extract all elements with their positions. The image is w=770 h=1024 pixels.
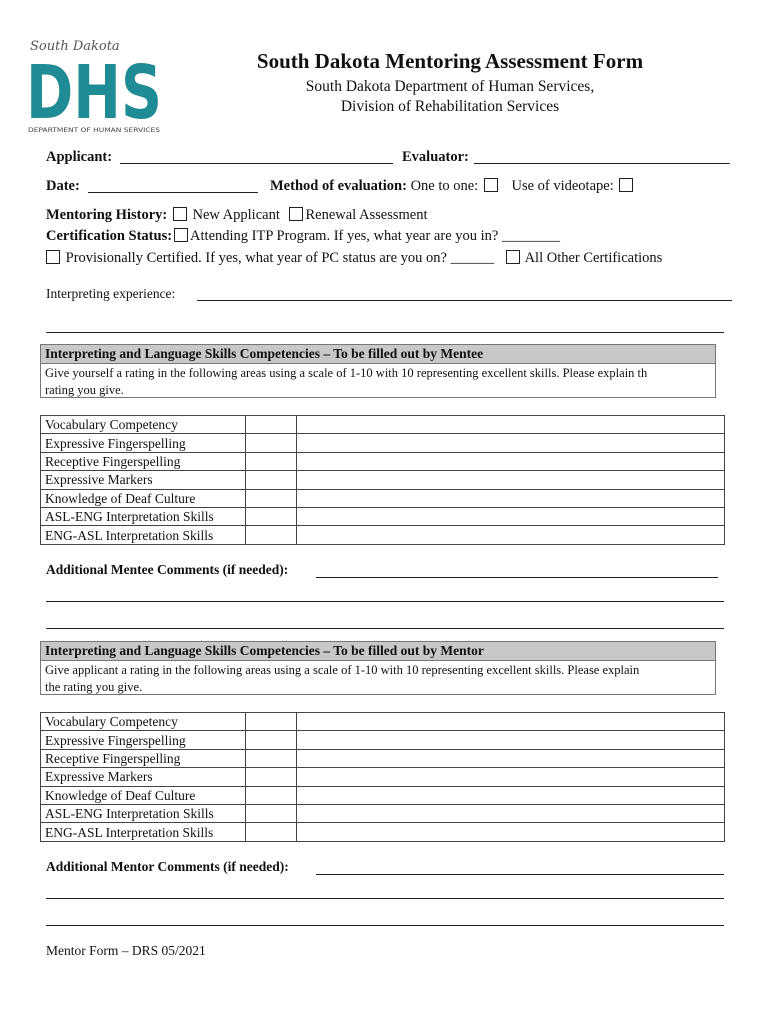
page-title: South Dakota Mentoring Assessment Form [256, 49, 644, 73]
explanation-cell[interactable] [297, 416, 725, 434]
renewal-label: Renewal Assessment [305, 207, 428, 223]
skill-label: ASL-ENG Interpretation Skills [41, 804, 246, 822]
certification-row [46, 228, 560, 245]
skill-label: Expressive Markers [41, 768, 246, 786]
rating-cell[interactable] [246, 452, 297, 470]
mentor-instructions-line-2: the rating you give. [45, 680, 143, 694]
rating-cell[interactable] [246, 786, 297, 804]
provisional-row [46, 250, 662, 267]
mentee-comments-label: Additional Mentee Comments (if needed): [46, 562, 289, 577]
dhs-logo [26, 36, 166, 136]
rating-cell[interactable] [246, 713, 297, 731]
skill-label: Expressive Fingerspelling [41, 434, 246, 452]
table-row [41, 526, 725, 544]
explanation-cell[interactable] [297, 768, 725, 786]
skill-label: Vocabulary Competency [41, 713, 246, 731]
mentor-comments-line-3[interactable] [46, 925, 724, 926]
skill-label: ASL-ENG Interpretation Skills [41, 507, 246, 525]
mentor-section-header [40, 641, 716, 695]
attending-itp-label: Attending ITP Program. If yes, what year are you in? ________ [190, 228, 560, 244]
mentoring-history-row [46, 207, 428, 224]
mentor-comments-field[interactable] [316, 874, 724, 875]
table-row [41, 713, 725, 731]
mentee-section-header [40, 344, 716, 398]
explanation-cell[interactable] [297, 804, 725, 822]
applicant-label: Applicant: [46, 149, 113, 165]
logo-script: South Dakota [30, 39, 120, 54]
table-row [41, 434, 725, 452]
mentee-instructions-line-1: Give yourself a rating in the following areas using a scale of 1-10 with 10 representing excellent skills. Please explain th [45, 366, 648, 380]
explanation-cell[interactable] [297, 526, 725, 544]
applicant-field[interactable] [120, 163, 393, 164]
provisional-checkbox[interactable] [46, 250, 60, 264]
mentoring-history-label: Mentoring History: [46, 207, 168, 223]
mentee-skills-table [40, 415, 725, 545]
explanation-cell[interactable] [297, 731, 725, 749]
table-row [41, 823, 725, 841]
certification-label: Certification Status: [46, 228, 173, 244]
mentee-instructions [41, 364, 715, 400]
skill-label: Expressive Markers [41, 471, 246, 489]
dhs-logo-graphic [26, 36, 166, 136]
interpreting-experience-line-2[interactable] [46, 332, 724, 333]
rating-cell[interactable] [246, 507, 297, 525]
rating-cell[interactable] [246, 804, 297, 822]
videotape-label: Use of videotape: [511, 178, 614, 194]
mentee-heading: Interpreting and Language Skills Competencies – To be filled out by Mentee [41, 345, 715, 364]
explanation-cell[interactable] [297, 823, 725, 841]
one-to-one-label: One to one: [410, 178, 479, 194]
mentor-heading: Interpreting and Language Skills Competencies – To be filled out by Mentor [41, 642, 715, 661]
all-other-checkbox[interactable] [506, 250, 520, 264]
table-row [41, 804, 725, 822]
table-row [41, 507, 725, 525]
new-applicant-checkbox[interactable] [173, 207, 187, 221]
mentee-instructions-line-2: rating you give. [45, 383, 124, 397]
evaluator-field[interactable] [474, 163, 730, 164]
date-field[interactable] [88, 192, 258, 193]
table-row [41, 416, 725, 434]
table-row [41, 471, 725, 489]
explanation-cell[interactable] [297, 471, 725, 489]
skill-label: ENG-ASL Interpretation Skills [41, 823, 246, 841]
rating-cell[interactable] [246, 471, 297, 489]
explanation-cell[interactable] [297, 489, 725, 507]
rating-cell[interactable] [246, 416, 297, 434]
explanation-cell[interactable] [297, 749, 725, 767]
table-row [41, 489, 725, 507]
table-row [41, 452, 725, 470]
table-row [41, 768, 725, 786]
method-row [270, 178, 635, 195]
division-name: Division of Rehabilitation Services [340, 98, 560, 115]
skill-label: Vocabulary Competency [41, 416, 246, 434]
skill-label: Receptive Fingerspelling [41, 749, 246, 767]
explanation-cell[interactable] [297, 713, 725, 731]
rating-cell[interactable] [246, 823, 297, 841]
skill-label: Expressive Fingerspelling [41, 731, 246, 749]
attending-itp-checkbox[interactable] [174, 228, 188, 242]
rating-cell[interactable] [246, 526, 297, 544]
explanation-cell[interactable] [297, 434, 725, 452]
mentee-comments-line-2[interactable] [46, 601, 724, 602]
logo-letters: DHS [26, 50, 162, 136]
mentor-instructions [41, 661, 715, 697]
mentor-comments-label: Additional Mentor Comments (if needed): [46, 859, 289, 874]
rating-cell[interactable] [246, 434, 297, 452]
videotape-checkbox[interactable] [619, 178, 633, 192]
interpreting-experience-field[interactable] [197, 300, 732, 301]
department-name: South Dakota Department of Human Services, [305, 78, 595, 95]
all-other-label: All Other Certifications [524, 250, 663, 266]
logo-subtitle: DEPARTMENT OF HUMAN SERVICES [28, 126, 160, 134]
skill-label: Receptive Fingerspelling [41, 452, 246, 470]
renewal-checkbox[interactable] [289, 207, 303, 221]
mentor-skills-table [40, 712, 725, 842]
explanation-cell[interactable] [297, 507, 725, 525]
date-label: Date: [46, 178, 80, 194]
mentee-comments-field[interactable] [316, 577, 718, 578]
table-row [41, 749, 725, 767]
rating-cell[interactable] [246, 749, 297, 767]
skill-label: Knowledge of Deaf Culture [41, 786, 246, 804]
explanation-cell[interactable] [297, 452, 725, 470]
provisional-label: Provisionally Certified. If yes, what year of PC status are you on? ______ [65, 250, 495, 266]
evaluator-label: Evaluator: [402, 149, 469, 165]
skill-label: ENG-ASL Interpretation Skills [41, 526, 246, 544]
method-label: Method of evaluation: [270, 178, 407, 194]
table-row [41, 731, 725, 749]
form-id-footer: Mentor Form – DRS 05/2021 [46, 943, 206, 958]
rating-cell[interactable] [246, 768, 297, 786]
interpreting-experience-label: Interpreting experience: [46, 286, 176, 301]
mentor-comments-line-2[interactable] [46, 898, 724, 899]
rating-cell[interactable] [246, 731, 297, 749]
skill-label: Knowledge of Deaf Culture [41, 489, 246, 507]
table-row [41, 786, 725, 804]
explanation-cell[interactable] [297, 786, 725, 804]
new-applicant-label: New Applicant [192, 207, 280, 223]
mentor-instructions-line-1: Give applicant a rating in the following areas using a scale of 1-10 with 10 representing excellent skills. Please explain [45, 663, 640, 677]
mentee-comments-line-3[interactable] [46, 628, 724, 629]
one-to-one-checkbox[interactable] [484, 178, 498, 192]
rating-cell[interactable] [246, 489, 297, 507]
